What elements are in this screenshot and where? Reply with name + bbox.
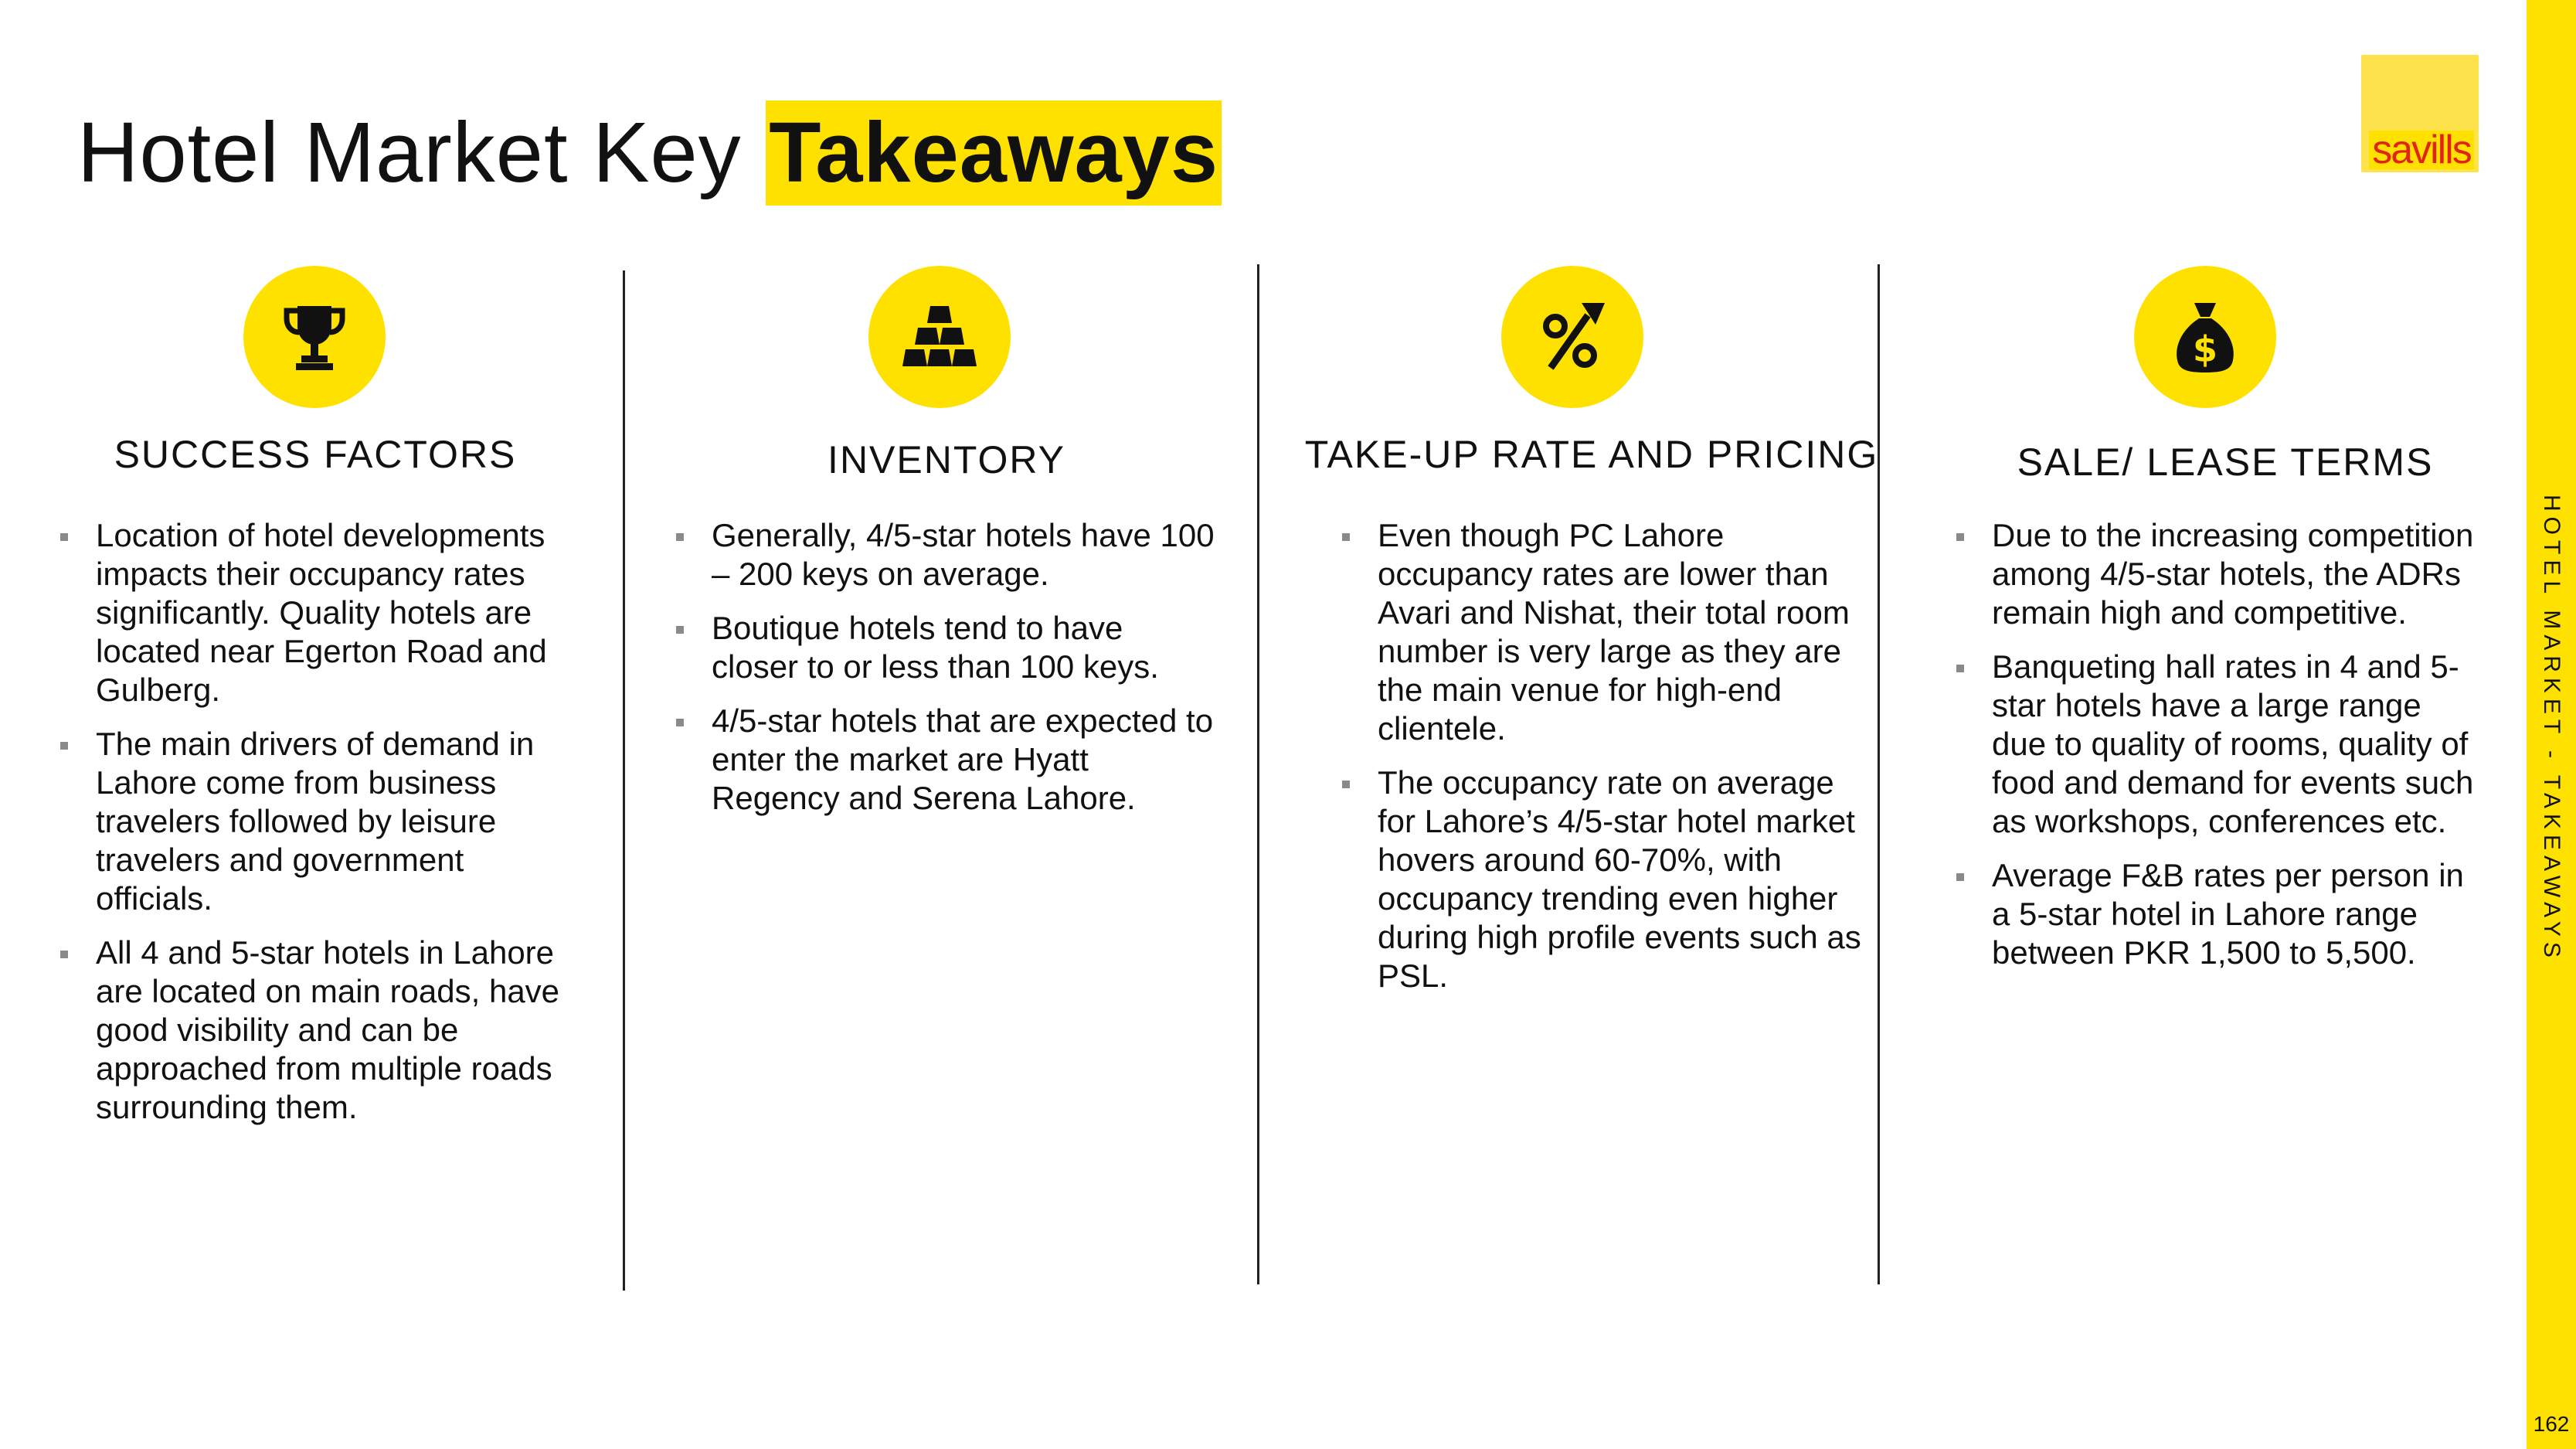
- money-bag-icon: [2166, 298, 2244, 376]
- list-item: 4/5-star hotels that are expected to enter the market are Hyatt Regency and Serena Lahore.: [676, 702, 1217, 818]
- svg-text:$: $: [2192, 328, 2218, 370]
- success-factors-list: [60, 516, 586, 1142]
- gold-bars-icon: [901, 298, 978, 376]
- list-item: Due to the increasing competition among 4/5-star hotels, the ADRs remain high and competitive.: [1956, 516, 2482, 632]
- column-heading-success-factors: SUCCESS FACTORS: [114, 433, 517, 476]
- trophy-icon: [276, 298, 353, 376]
- sale-lease-terms-list: [1956, 516, 2482, 988]
- take-up-rate-list: [1342, 516, 1867, 1011]
- page-number: 162: [2533, 1412, 2570, 1436]
- percent-icon-circle: [1501, 266, 1643, 408]
- column-divider: [1257, 264, 1259, 1284]
- list-item: Even though PC Lahore occupancy rates are lower than Avari and Nishat, their total room number is very large as they are the main venue for high-end clientele.: [1342, 516, 1867, 748]
- list-item: Boutique hotels tend to have closer to or less than 100 keys.: [676, 609, 1217, 686]
- trophy-icon-circle: [243, 266, 386, 408]
- percent-up-icon: [1534, 298, 1611, 376]
- column-divider: [623, 270, 625, 1291]
- money-bag-icon-circle: [2134, 266, 2276, 408]
- page-title: [77, 99, 1222, 207]
- column-divider: [1878, 264, 1880, 1284]
- list-item: Generally, 4/5-star hotels have 100 – 200 keys on average.: [676, 516, 1217, 594]
- column-heading-inventory: INVENTORY: [828, 438, 1065, 481]
- list-item: All 4 and 5-star hotels in Lahore are located on main roads, have good visibility and can be approached from multiple roads surrounding them.: [60, 934, 586, 1127]
- list-item: Average F&B rates per person in a 5-star hotel in Lahore range between PKR 1,500 to 5,500.: [1956, 856, 2482, 972]
- column-heading-take-up-rate: TAKE-UP RATE AND PRICING: [1304, 433, 1879, 476]
- title-text: Hotel Market Key: [77, 105, 742, 200]
- column-heading-sale-lease-terms: SALE/ LEASE TERMS: [2017, 440, 2434, 484]
- savills-logo: [2361, 55, 2479, 172]
- logo-text: savills: [2369, 131, 2474, 169]
- title-highlight: Takeaways: [766, 100, 1222, 206]
- list-item: Location of hotel developments impacts their occupancy rates significantly. Quality hotels are located near Egerton Road and Gulberg.: [60, 516, 586, 709]
- list-item: The main drivers of demand in Lahore come from business travelers followed by leisure travelers and government officials.: [60, 725, 586, 918]
- inventory-list: [676, 516, 1217, 833]
- list-item: Banqueting hall rates in 4 and 5-star hotels have a large range due to quality of rooms, quality of food and demand for events such as workshops, conferences etc.: [1956, 648, 2482, 841]
- section-label-text: HOTEL MARKET - TAKEAWAYS: [2539, 495, 2564, 963]
- list-item: The occupancy rate on average for Lahore’s 4/5-star hotel market hovers around 60-70%, with occupancy trending even higher during high profile events such as PSL.: [1342, 764, 1867, 995]
- gold-bars-icon-circle: [868, 266, 1011, 408]
